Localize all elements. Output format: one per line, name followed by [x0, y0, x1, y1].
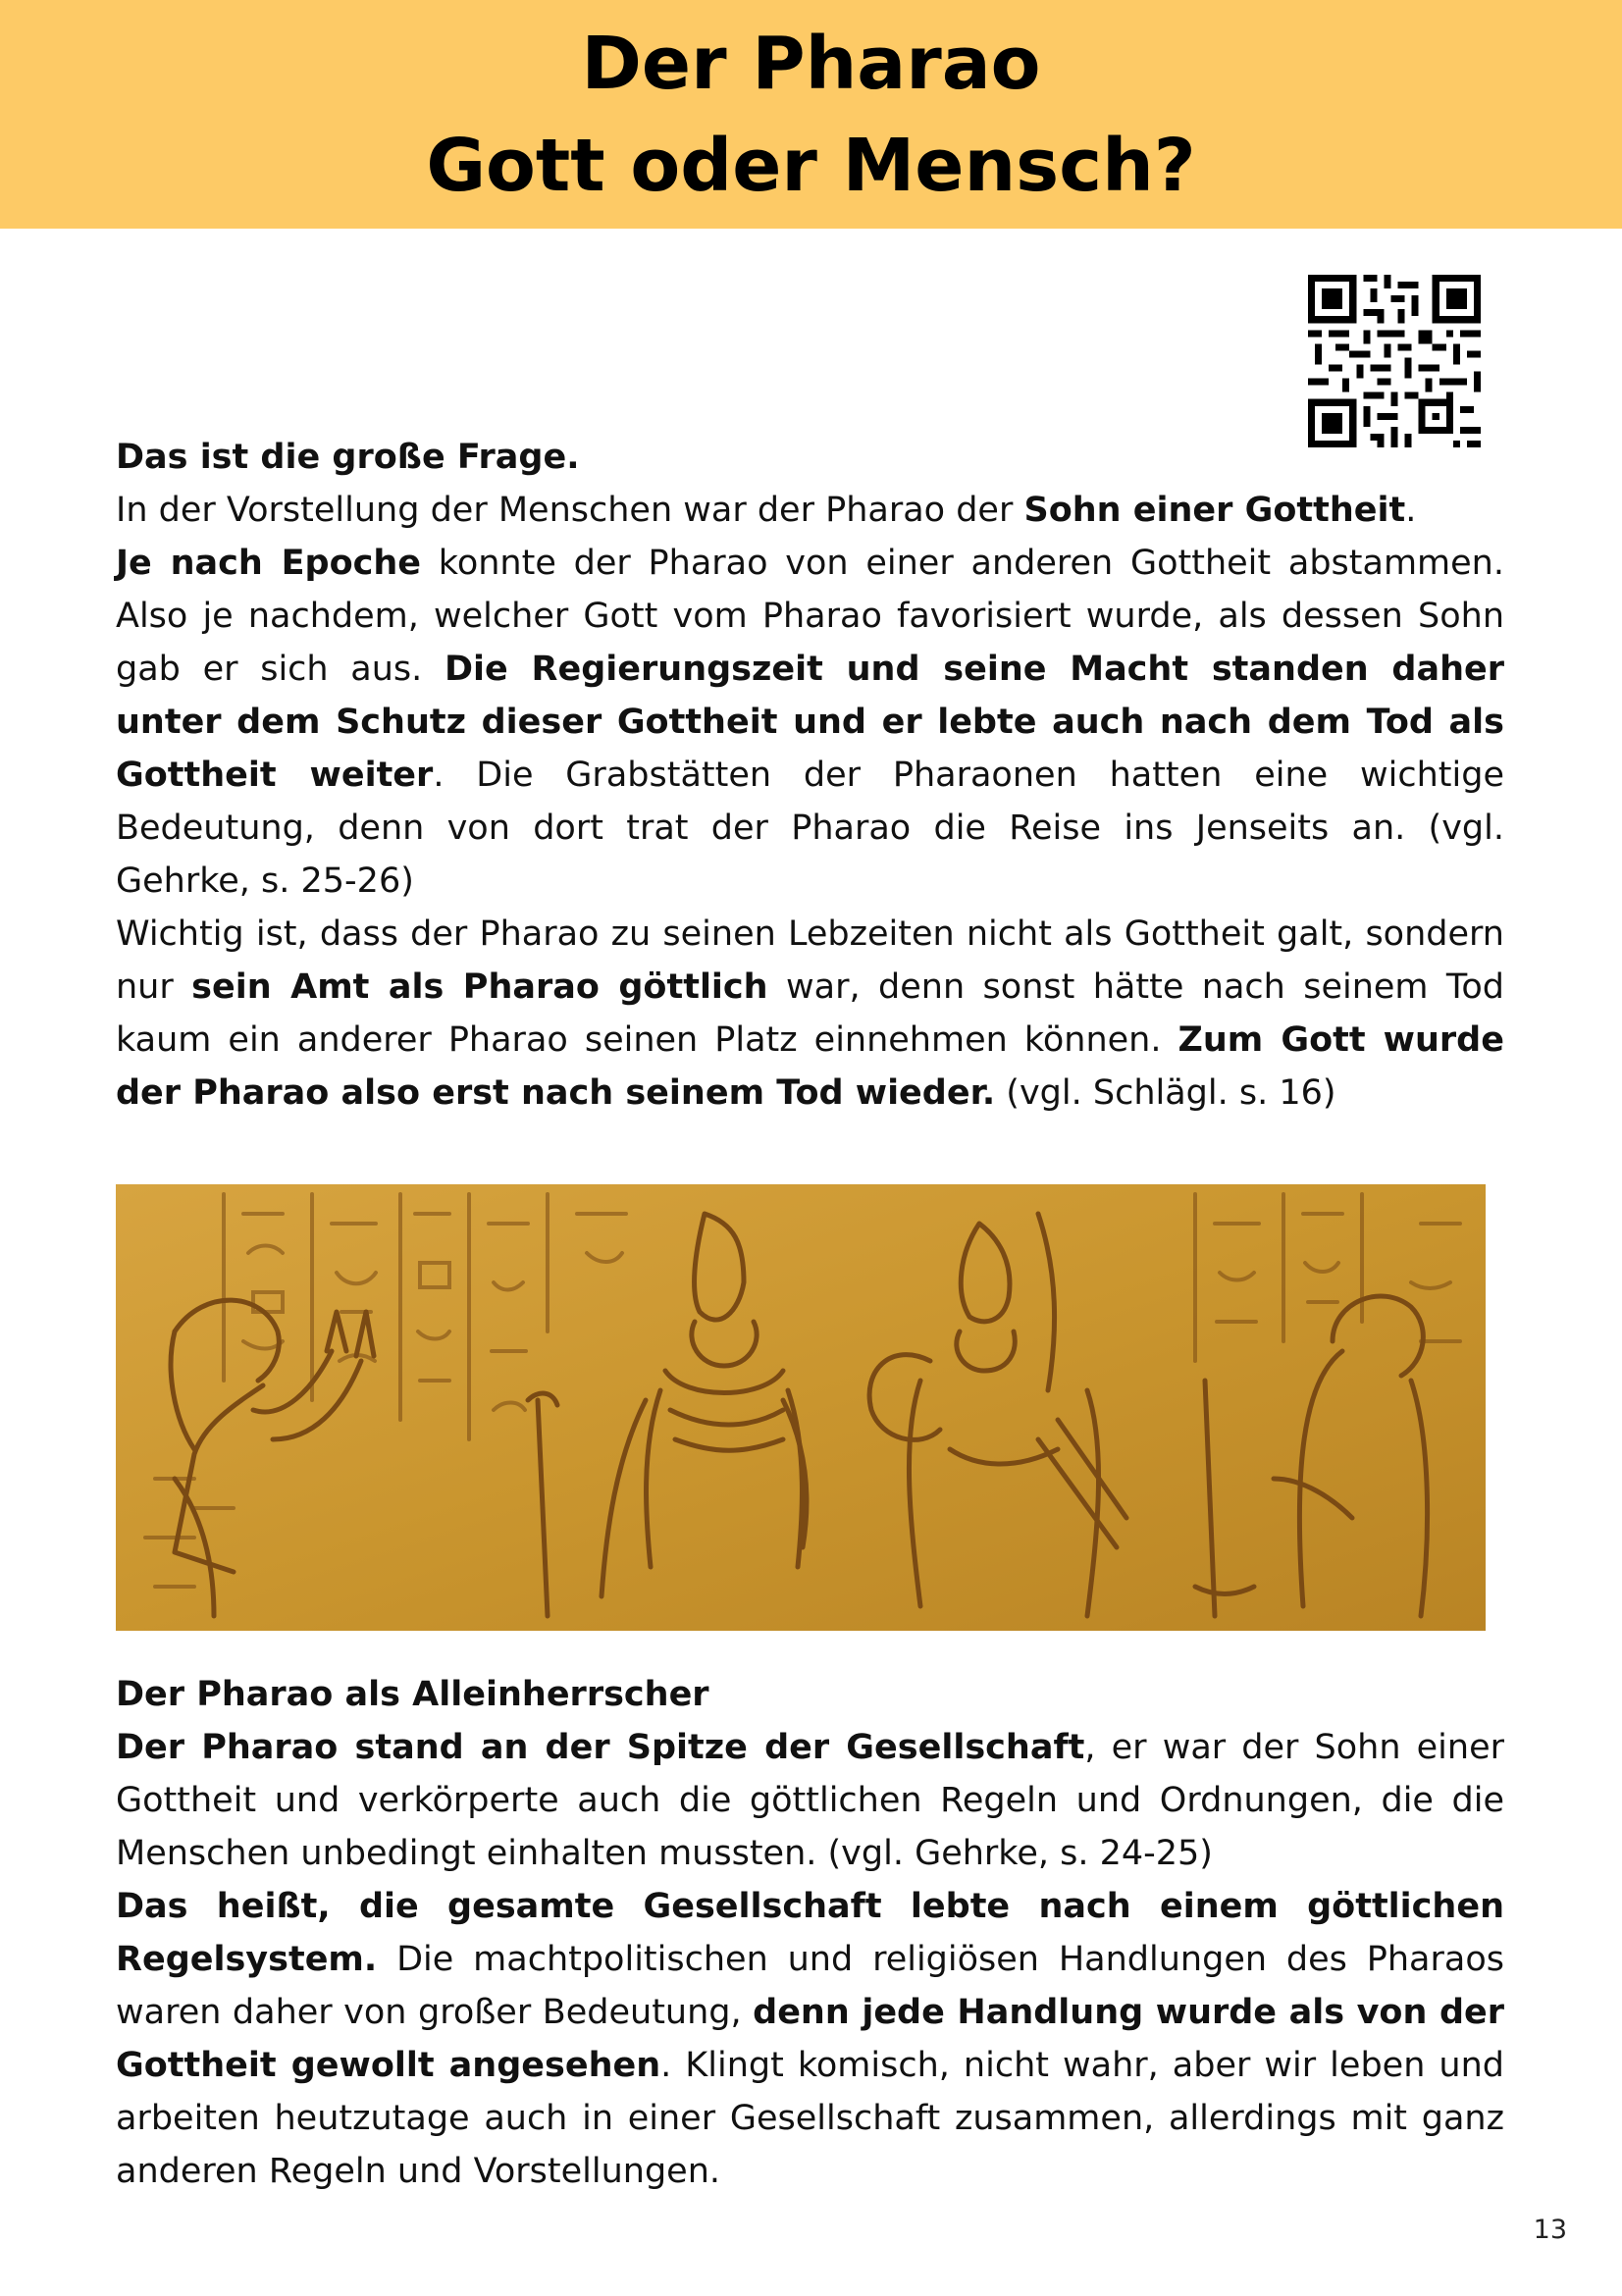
intro-text-block	[116, 431, 1504, 1120]
paragraph: In der Vorstellung der Menschen war der Pharao der Sohn einer Gottheit.	[116, 491, 1417, 530]
egyptian-wall-painting-illustration	[116, 1184, 1486, 1631]
page-number: 13	[1533, 2215, 1567, 2245]
page-title-line-2: Gott oder Mensch?	[426, 123, 1196, 208]
paragraph: Wichtig ist, dass der Pharao zu seinen Lebzeiten nicht als Gottheit galt, sondern nur sein Amt als Pharao göttlich war, denn sonst hätte nach seinem Tod kaum ein anderer Pharao seinen Platz einnehmen können. Zum Gott wurde der Pharao also erst nach seinem Tod wieder. (vgl. Schlägl. s. 16)	[116, 914, 1504, 1113]
paragraph: Das heißt, die gesamte Gesellschaft lebte nach einem göttlichen Regelsystem. Die machtpolitischen und religiösen Handlungen des Pharaos waren daher von großer Bedeutung, denn jede Handlung wurde als von der Gottheit gewollt angesehen. Klingt komisch, nicht wahr, aber wir leben und arbeiten heutzutage auch in einer Gesellschaft zusammen, allerdings mit ganz anderen Regeln und Vorstellungen.	[116, 1887, 1505, 2191]
paragraph: Der Pharao stand an der Spitze der Gesellschaft, er war der Sohn einer Gottheit und verkörperte auch die göttlichen Regeln und Ordnungen, die die Menschen unbedingt einhalten mussten. (vgl. Gehrke, s. 24-25)	[116, 1728, 1505, 1873]
page-title-line-1: Der Pharao	[581, 21, 1041, 106]
section-heading: Das ist die große Frage.	[116, 438, 580, 477]
title-banner	[0, 0, 1622, 229]
alleinherrscher-text-block	[116, 1668, 1504, 2198]
paragraph: Je nach Epoche konnte der Pharao von einer anderen Gottheit abstammen. Also je nachdem, welcher Gott vom Pharao favorisiert wurde, als dessen Sohn gab er sich aus. Die Regierungszeit und seine Macht standen daher unter dem Schutz dieser Gottheit und er lebte auch nach dem Tod als Gottheit weiter. Die Grabstätten der Pharaonen hatten eine wichtige Bedeutung, denn von dort trat der Pharao die Reise ins Jenseits an. (vgl. Gehrke, s. 25-26)	[116, 544, 1504, 901]
section-heading: Der Pharao als Alleinherrscher	[116, 1675, 709, 1714]
qr-code-icon[interactable]	[1308, 275, 1481, 447]
